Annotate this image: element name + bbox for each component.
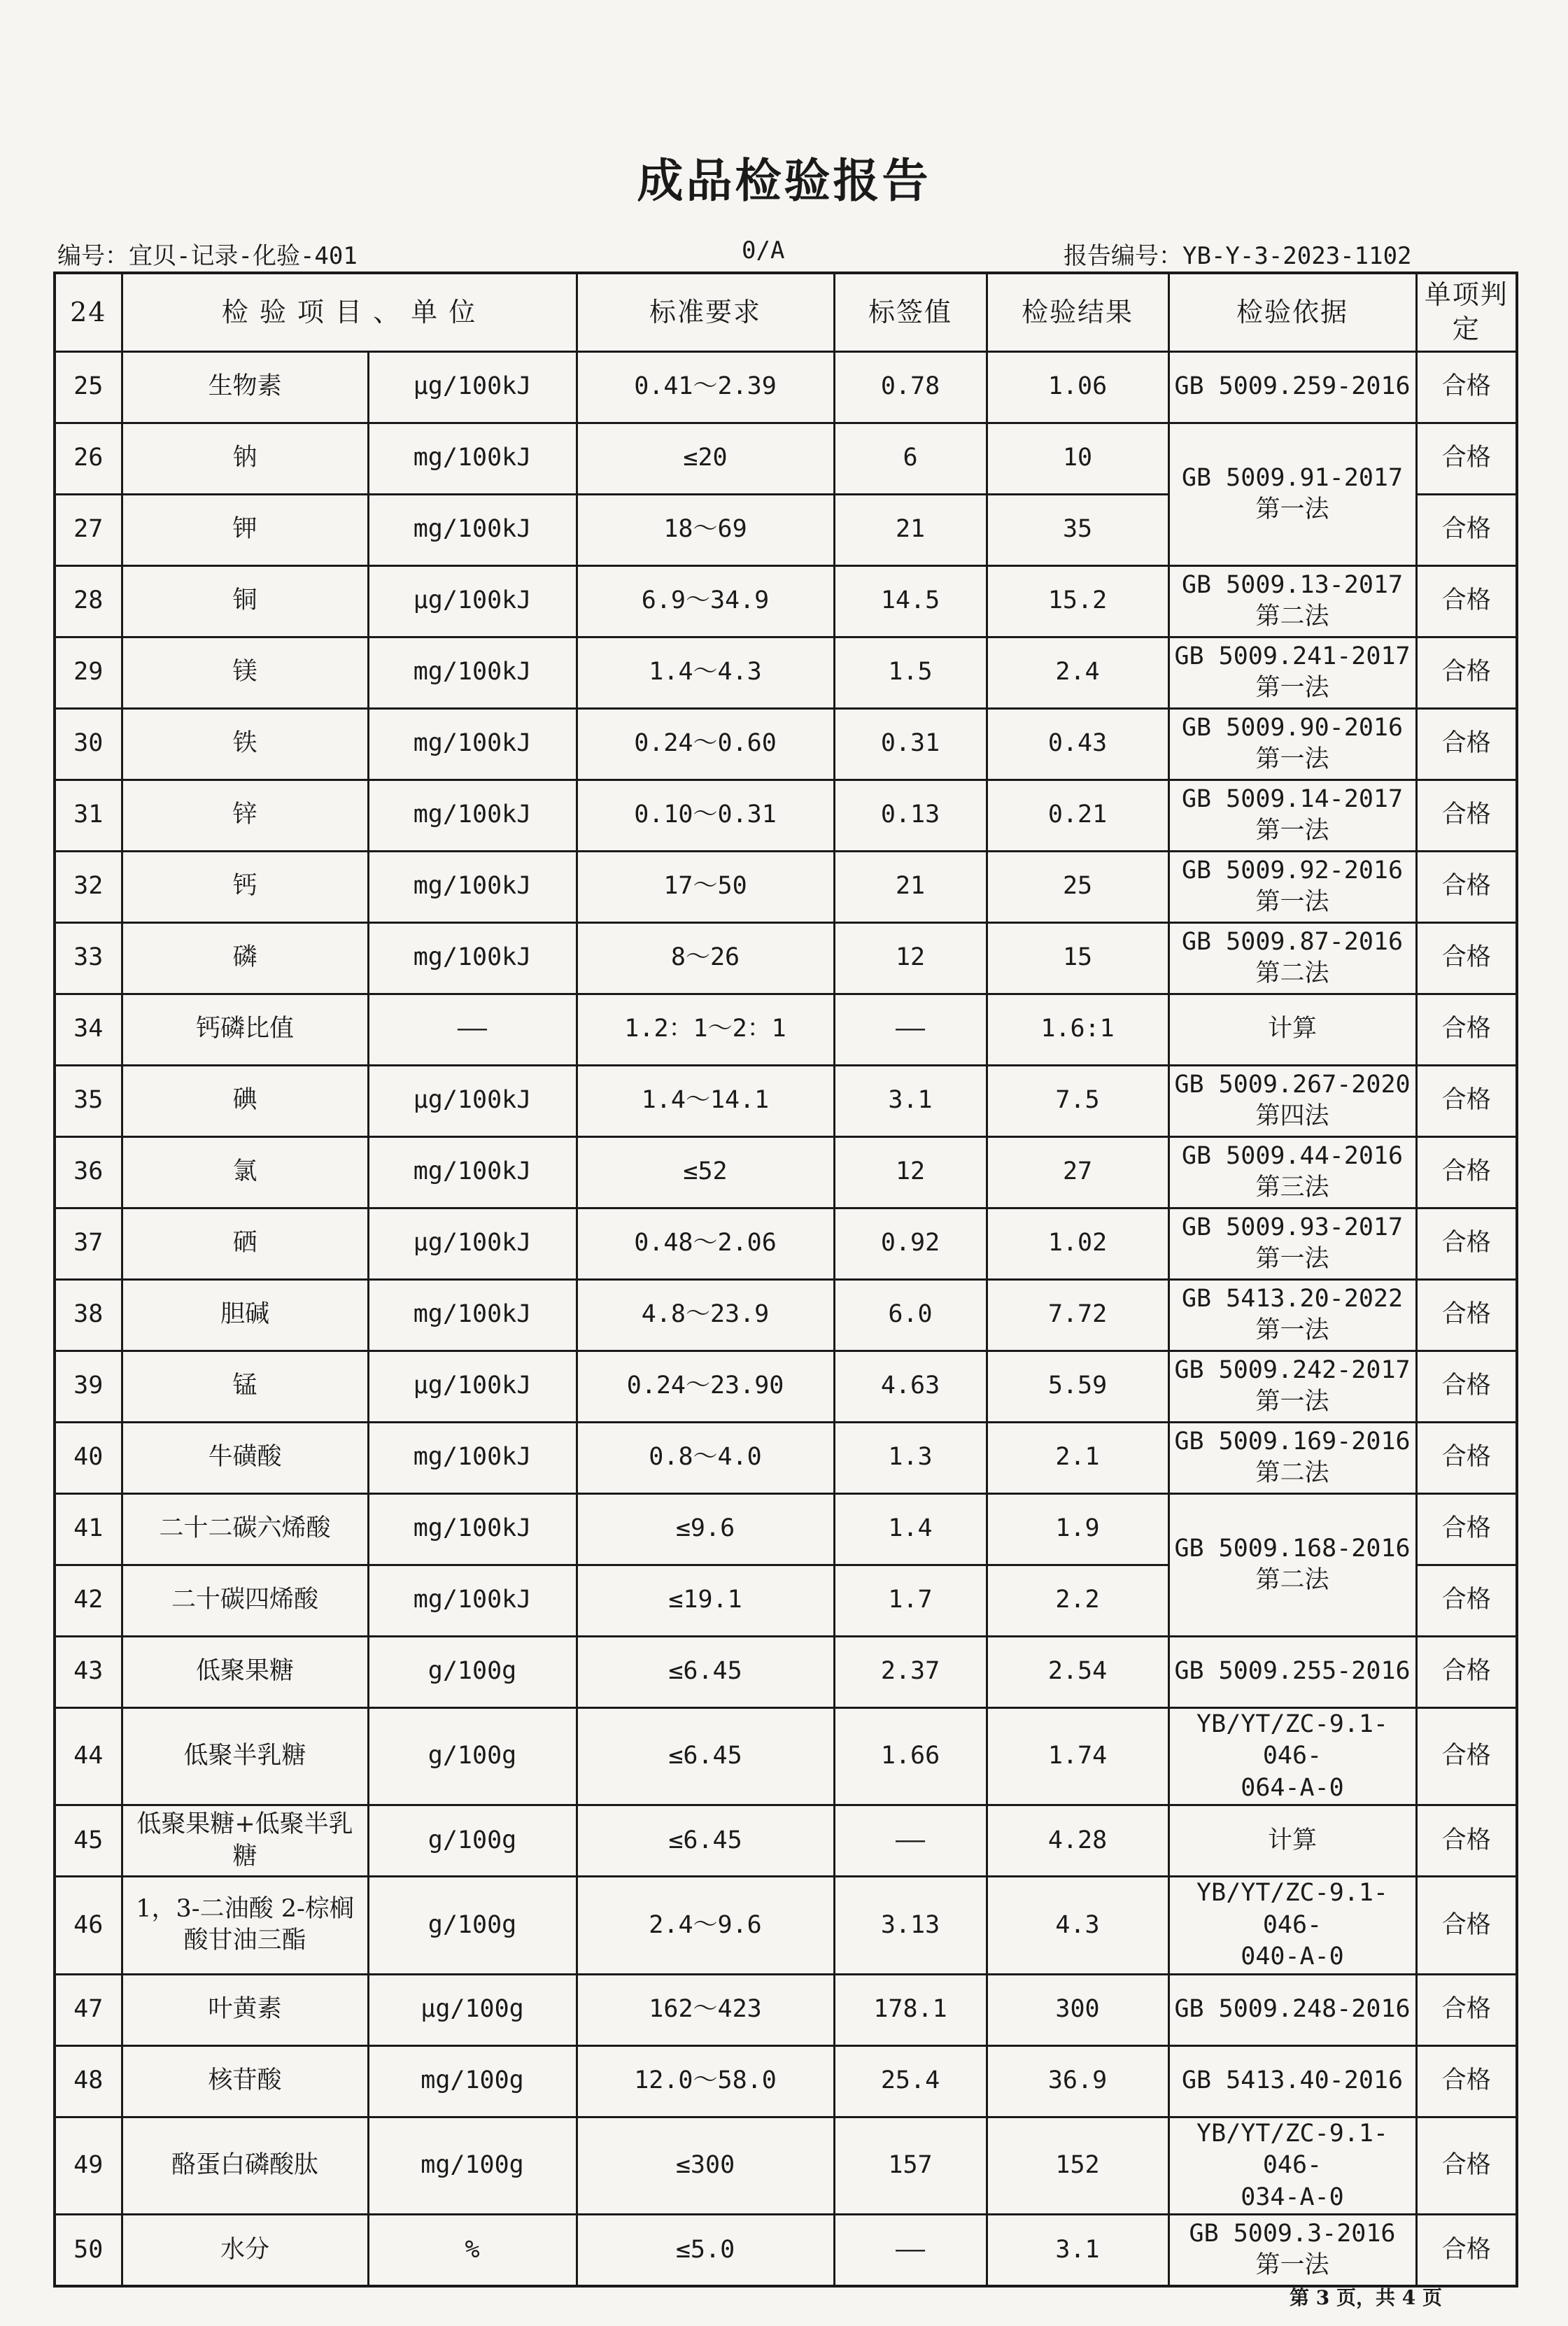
test-basis: YB/YT/ZC-9.1-046- 064-A-0 — [1168, 1707, 1416, 1805]
verdict: 合格 — [1416, 1805, 1517, 1877]
header-result: 检验结果 — [987, 273, 1168, 351]
verdict: 合格 — [1416, 565, 1517, 637]
test-result: 0.21 — [987, 780, 1168, 851]
item-name: 铁 — [122, 708, 368, 780]
label-value: 4.63 — [834, 1351, 987, 1422]
document-version: 0/A — [742, 237, 785, 265]
standard-requirement: ≤20 — [577, 423, 834, 494]
table-row — [55, 1065, 1517, 1136]
row-number: 43 — [55, 1636, 122, 1707]
standard-requirement: 0.41～2.39 — [577, 351, 834, 423]
test-result: 10 — [987, 423, 1168, 494]
page-number: 第 3 页，共 4 页 — [1290, 2286, 1442, 2309]
label-value: 14.5 — [834, 565, 987, 637]
label-value: 1.7 — [834, 1565, 987, 1636]
test-basis: YB/YT/ZC-9.1-046- 034-A-0 — [1168, 2117, 1416, 2215]
test-basis: GB 5009.93-2017 第一法 — [1168, 1208, 1416, 1279]
row-number: 37 — [55, 1208, 122, 1279]
verdict: 合格 — [1416, 1877, 1517, 1975]
label-value: —— — [834, 994, 987, 1065]
label-value: 0.78 — [834, 351, 987, 423]
row-number: 25 — [55, 351, 122, 423]
test-basis: GB 5009.87-2016 第二法 — [1168, 922, 1416, 994]
test-basis: YB/YT/ZC-9.1-046- 040-A-0 — [1168, 1877, 1416, 1975]
table-row — [55, 1279, 1517, 1351]
table-row — [55, 1805, 1517, 1877]
label-value: 1.66 — [834, 1707, 987, 1805]
label-value: 178.1 — [834, 1974, 987, 2045]
test-result: 7.72 — [987, 1279, 1168, 1351]
label-value: 12 — [834, 922, 987, 994]
label-value: 6 — [834, 423, 987, 494]
test-basis: GB 5009.259-2016 — [1168, 351, 1416, 423]
standard-requirement: ≤300 — [577, 2117, 834, 2215]
verdict: 合格 — [1416, 1565, 1517, 1636]
verdict: 合格 — [1416, 637, 1517, 708]
label-value: 21 — [834, 851, 987, 922]
item-name: 低聚果糖+低聚半乳糖 — [122, 1805, 368, 1877]
label-value: 21 — [834, 494, 987, 565]
verdict: 合格 — [1416, 2045, 1517, 2117]
verdict: 合格 — [1416, 994, 1517, 1065]
standard-requirement: 0.24～23.90 — [577, 1351, 834, 1422]
table-row — [55, 637, 1517, 708]
item-unit: —— — [368, 994, 577, 1065]
standard-requirement: ≤52 — [577, 1136, 834, 1208]
item-unit: mg/100kJ — [368, 780, 577, 851]
test-basis: 计算 — [1168, 1805, 1416, 1877]
item-unit: mg/100kJ — [368, 1136, 577, 1208]
verdict: 合格 — [1416, 1136, 1517, 1208]
row-number: 36 — [55, 1136, 122, 1208]
item-unit: mg/100kJ — [368, 1279, 577, 1351]
verdict: 合格 — [1416, 1279, 1517, 1351]
item-unit: g/100g — [368, 1636, 577, 1707]
standard-requirement: ≤6.45 — [577, 1707, 834, 1805]
standard-requirement: ≤5.0 — [577, 2215, 834, 2286]
item-unit: g/100g — [368, 1707, 577, 1805]
standard-requirement: 2.4～9.6 — [577, 1877, 834, 1975]
standard-requirement: 1.4～4.3 — [577, 637, 834, 708]
item-unit: mg/100kJ — [368, 922, 577, 994]
test-result: 15 — [987, 922, 1168, 994]
standard-requirement: ≤6.45 — [577, 1636, 834, 1707]
row-number: 42 — [55, 1565, 122, 1636]
standard-requirement: 1.2：1～2：1 — [577, 994, 834, 1065]
item-name: 二十碳四烯酸 — [122, 1565, 368, 1636]
verdict: 合格 — [1416, 1636, 1517, 1707]
inspection-table — [53, 272, 1518, 2288]
item-unit: mg/100g — [368, 2045, 577, 2117]
test-result: 2.54 — [987, 1636, 1168, 1707]
item-name: 1，3-二油酸 2-棕榈酸甘油三酯 — [122, 1877, 368, 1975]
row-number: 35 — [55, 1065, 122, 1136]
verdict: 合格 — [1416, 922, 1517, 994]
label-value: 3.13 — [834, 1877, 987, 1975]
item-unit: mg/100kJ — [368, 851, 577, 922]
verdict: 合格 — [1416, 1974, 1517, 2045]
item-name: 水分 — [122, 2215, 368, 2286]
test-basis: GB 5009.91-2017 第一法 — [1168, 423, 1416, 565]
header-row-number: 24 — [55, 273, 122, 351]
report-title: 成品检验报告 — [637, 153, 931, 208]
row-number: 47 — [55, 1974, 122, 2045]
item-unit: mg/100kJ — [368, 423, 577, 494]
document-number: 编号：宜贝-记录-化验-401 — [57, 242, 358, 270]
table-row — [55, 780, 1517, 851]
verdict: 合格 — [1416, 494, 1517, 565]
verdict: 合格 — [1416, 2117, 1517, 2215]
table-row — [55, 851, 1517, 922]
label-value: —— — [834, 2215, 987, 2286]
label-value: 25.4 — [834, 2045, 987, 2117]
label-value: 0.13 — [834, 780, 987, 851]
item-unit: mg/100kJ — [368, 637, 577, 708]
verdict: 合格 — [1416, 851, 1517, 922]
standard-requirement: 0.8～4.0 — [577, 1422, 834, 1493]
test-result: 5.59 — [987, 1351, 1168, 1422]
header-verdict: 单项判定 — [1416, 273, 1517, 351]
test-result: 27 — [987, 1136, 1168, 1208]
test-basis: GB 5009.168-2016 第二法 — [1168, 1493, 1416, 1636]
item-name: 钙磷比值 — [122, 994, 368, 1065]
item-unit: g/100g — [368, 1805, 577, 1877]
test-basis: GB 5009.255-2016 — [1168, 1636, 1416, 1707]
row-number: 28 — [55, 565, 122, 637]
row-number: 44 — [55, 1707, 122, 1805]
table-row — [55, 565, 1517, 637]
test-result: 15.2 — [987, 565, 1168, 637]
test-result: 2.2 — [987, 1565, 1168, 1636]
report-number: 报告编号：YB-Y-3-2023-1102 — [1064, 242, 1412, 270]
verdict: 合格 — [1416, 780, 1517, 851]
standard-requirement: ≤19.1 — [577, 1565, 834, 1636]
verdict: 合格 — [1416, 708, 1517, 780]
table-row — [55, 2117, 1517, 2215]
table-row — [55, 1877, 1517, 1975]
label-value: 1.3 — [834, 1422, 987, 1493]
test-basis: GB 5009.90-2016 第一法 — [1168, 708, 1416, 780]
table-row — [55, 994, 1517, 1065]
row-number: 48 — [55, 2045, 122, 2117]
label-value: 3.1 — [834, 1065, 987, 1136]
item-unit: μg/100kJ — [368, 565, 577, 637]
verdict: 合格 — [1416, 423, 1517, 494]
table-row — [55, 1136, 1517, 1208]
test-basis: GB 5009.13-2017 第二法 — [1168, 565, 1416, 637]
label-value: 0.92 — [834, 1208, 987, 1279]
table-row — [55, 922, 1517, 994]
test-result: 300 — [987, 1974, 1168, 2045]
test-basis: GB 5009.169-2016 第二法 — [1168, 1422, 1416, 1493]
label-value: 12 — [834, 1136, 987, 1208]
test-result: 1.74 — [987, 1707, 1168, 1805]
standard-requirement: 17～50 — [577, 851, 834, 922]
item-unit: % — [368, 2215, 577, 2286]
standard-requirement: 4.8～23.9 — [577, 1279, 834, 1351]
header-label-value: 标签值 — [834, 273, 987, 351]
row-number: 33 — [55, 922, 122, 994]
test-result: 2.4 — [987, 637, 1168, 708]
test-result: 1.02 — [987, 1208, 1168, 1279]
test-result: 2.1 — [987, 1422, 1168, 1493]
row-number: 39 — [55, 1351, 122, 1422]
standard-requirement: 12.0～58.0 — [577, 2045, 834, 2117]
test-basis: GB 5009.44-2016 第三法 — [1168, 1136, 1416, 1208]
item-unit: mg/100kJ — [368, 708, 577, 780]
table-row — [55, 1636, 1517, 1707]
test-result: 4.28 — [987, 1805, 1168, 1877]
row-number: 27 — [55, 494, 122, 565]
item-name: 镁 — [122, 637, 368, 708]
item-unit: g/100g — [368, 1877, 577, 1975]
test-result: 35 — [987, 494, 1168, 565]
row-number: 50 — [55, 2215, 122, 2286]
item-name: 氯 — [122, 1136, 368, 1208]
test-basis: 计算 — [1168, 994, 1416, 1065]
test-basis: GB 5009.92-2016 第一法 — [1168, 851, 1416, 922]
item-unit: mg/100g — [368, 2117, 577, 2215]
test-basis: GB 5413.20-2022 第一法 — [1168, 1279, 1416, 1351]
standard-requirement: 18～69 — [577, 494, 834, 565]
item-name: 低聚果糖 — [122, 1636, 368, 1707]
item-name: 核苷酸 — [122, 2045, 368, 2117]
item-name: 胆碱 — [122, 1279, 368, 1351]
item-name: 硒 — [122, 1208, 368, 1279]
item-unit: mg/100kJ — [368, 494, 577, 565]
table-row — [55, 1493, 1517, 1565]
item-unit: μg/100kJ — [368, 351, 577, 423]
test-result: 0.43 — [987, 708, 1168, 780]
verdict: 合格 — [1416, 351, 1517, 423]
row-number: 40 — [55, 1422, 122, 1493]
label-value: 1.4 — [834, 1493, 987, 1565]
test-basis: GB 5009.267-2020 第四法 — [1168, 1065, 1416, 1136]
test-result: 152 — [987, 2117, 1168, 2215]
header-item-unit: 检 验 项 目 、 单 位 — [122, 273, 577, 351]
standard-requirement: 162～423 — [577, 1974, 834, 2045]
verdict: 合格 — [1416, 1422, 1517, 1493]
table-row — [55, 423, 1517, 494]
test-result: 25 — [987, 851, 1168, 922]
item-name: 锰 — [122, 1351, 368, 1422]
standard-requirement: 8～26 — [577, 922, 834, 994]
item-name: 碘 — [122, 1065, 368, 1136]
row-number: 49 — [55, 2117, 122, 2215]
item-name: 磷 — [122, 922, 368, 994]
standard-requirement: 0.10～0.31 — [577, 780, 834, 851]
table-row — [55, 2215, 1517, 2286]
test-result: 1.9 — [987, 1493, 1168, 1565]
label-value: 2.37 — [834, 1636, 987, 1707]
item-unit: μg/100kJ — [368, 1351, 577, 1422]
row-number: 29 — [55, 637, 122, 708]
item-name: 生物素 — [122, 351, 368, 423]
verdict: 合格 — [1416, 2215, 1517, 2286]
label-value: 1.5 — [834, 637, 987, 708]
test-basis: GB 5009.241-2017 第一法 — [1168, 637, 1416, 708]
table-row — [55, 1422, 1517, 1493]
row-number: 38 — [55, 1279, 122, 1351]
item-unit: μg/100kJ — [368, 1065, 577, 1136]
test-basis: GB 5009.3-2016 第一法 — [1168, 2215, 1416, 2286]
test-basis: GB 5009.242-2017 第一法 — [1168, 1351, 1416, 1422]
item-unit: mg/100kJ — [368, 1422, 577, 1493]
test-result: 7.5 — [987, 1065, 1168, 1136]
item-name: 酪蛋白磷酸肽 — [122, 2117, 368, 2215]
table-row — [55, 1351, 1517, 1422]
item-unit: μg/100g — [368, 1974, 577, 2045]
table-row — [55, 1707, 1517, 1805]
header-basis: 检验依据 — [1168, 273, 1416, 351]
item-unit: mg/100kJ — [368, 1565, 577, 1636]
row-number: 30 — [55, 708, 122, 780]
label-value: 0.31 — [834, 708, 987, 780]
item-unit: mg/100kJ — [368, 1493, 577, 1565]
item-name: 铜 — [122, 565, 368, 637]
test-result: 3.1 — [987, 2215, 1168, 2286]
row-number: 34 — [55, 994, 122, 1065]
standard-requirement: ≤9.6 — [577, 1493, 834, 1565]
label-value: —— — [834, 1805, 987, 1877]
standard-requirement: 0.48～2.06 — [577, 1208, 834, 1279]
table-row — [55, 1974, 1517, 2045]
table-header-row — [55, 273, 1517, 351]
item-name: 锌 — [122, 780, 368, 851]
row-number: 26 — [55, 423, 122, 494]
item-name: 钙 — [122, 851, 368, 922]
test-basis: GB 5009.14-2017 第一法 — [1168, 780, 1416, 851]
row-number: 32 — [55, 851, 122, 922]
label-value: 157 — [834, 2117, 987, 2215]
row-number: 46 — [55, 1877, 122, 1975]
verdict: 合格 — [1416, 1493, 1517, 1565]
standard-requirement: 6.9～34.9 — [577, 565, 834, 637]
item-name: 低聚半乳糖 — [122, 1707, 368, 1805]
row-number: 45 — [55, 1805, 122, 1877]
table-row — [55, 351, 1517, 423]
verdict: 合格 — [1416, 1351, 1517, 1422]
table-row — [55, 1208, 1517, 1279]
test-basis: GB 5009.248-2016 — [1168, 1974, 1416, 2045]
test-result: 36.9 — [987, 2045, 1168, 2117]
test-result: 1.06 — [987, 351, 1168, 423]
header-standard: 标准要求 — [577, 273, 834, 351]
row-number: 41 — [55, 1493, 122, 1565]
standard-requirement: ≤6.45 — [577, 1805, 834, 1877]
verdict: 合格 — [1416, 1065, 1517, 1136]
test-basis: GB 5413.40-2016 — [1168, 2045, 1416, 2117]
verdict: 合格 — [1416, 1208, 1517, 1279]
verdict: 合格 — [1416, 1707, 1517, 1805]
table-row — [55, 708, 1517, 780]
standard-requirement: 1.4～14.1 — [577, 1065, 834, 1136]
item-name: 二十二碳六烯酸 — [122, 1493, 368, 1565]
item-name: 叶黄素 — [122, 1974, 368, 2045]
item-name: 钠 — [122, 423, 368, 494]
label-value: 6.0 — [834, 1279, 987, 1351]
item-name: 牛磺酸 — [122, 1422, 368, 1493]
table-row — [55, 2045, 1517, 2117]
standard-requirement: 0.24～0.60 — [577, 708, 834, 780]
item-name: 钾 — [122, 494, 368, 565]
row-number: 31 — [55, 780, 122, 851]
item-unit: μg/100kJ — [368, 1208, 577, 1279]
test-result: 1.6:1 — [987, 994, 1168, 1065]
test-result: 4.3 — [987, 1877, 1168, 1975]
